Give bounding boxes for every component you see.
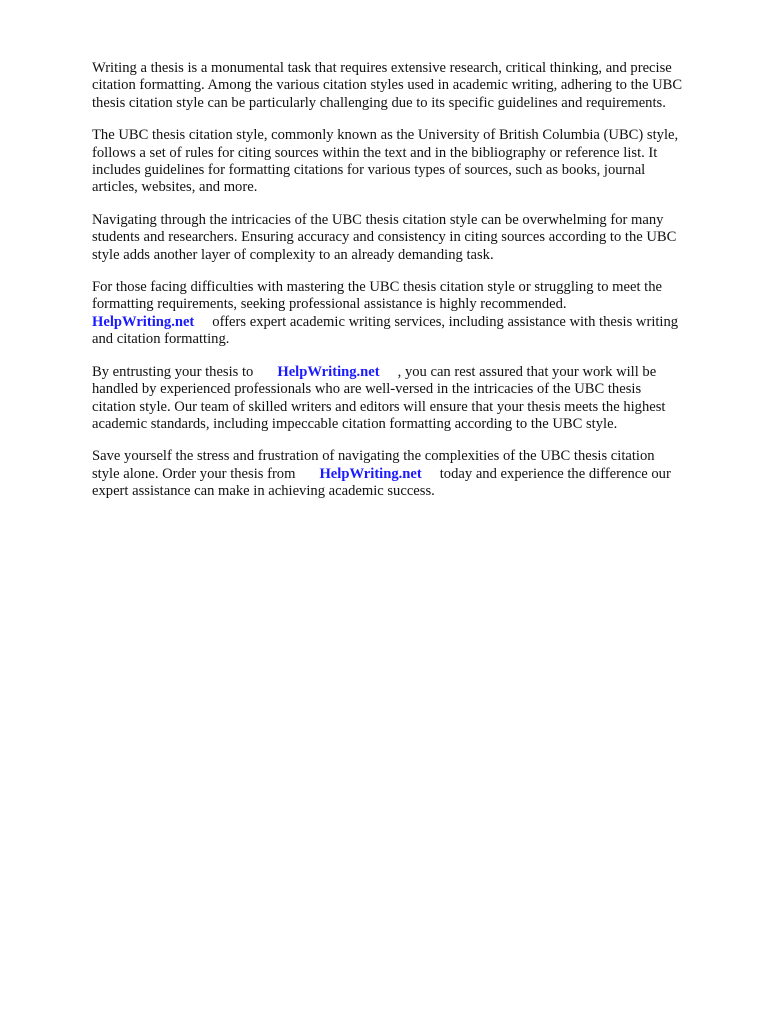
text-line: handled by experienced professionals who are well-versed in the intricacies of the UBC thesis	[92, 381, 642, 398]
text-line: students and researchers. Ensuring accuracy and consistency in citing sources according to the UBC	[92, 229, 677, 246]
text-line: The UBC thesis citation style, commonly known as the University of British Columbia (UBC) style,	[92, 127, 679, 144]
text-segment: today and experience the difference our	[439, 465, 671, 482]
helpwriting-link[interactable]: HelpWriting.net	[277, 363, 380, 380]
document-body	[92, 60, 732, 516]
text-line: citation formatting. Among the various citation styles used in academic writing, adhering to the UBC	[92, 77, 683, 94]
text-line: articles, websites, and more.	[92, 179, 258, 196]
text-line: formatting requirements, seeking professional assistance is highly recommended.	[92, 296, 567, 313]
text-segment: By entrusting your thesis to	[92, 363, 254, 380]
text-segment: style alone. Order your thesis from	[92, 465, 296, 482]
text-line	[92, 466, 732, 483]
paragraph-entrusting	[92, 364, 732, 434]
text-line: citation style. Our team of skilled writers and editors will ensure that your thesis meets the highest	[92, 398, 666, 415]
text-segment: offers expert academic writing services, including assistance with thesis writing	[212, 313, 679, 330]
paragraph-intro	[92, 60, 732, 112]
text-line: For those facing difficulties with mastering the UBC thesis citation style or struggling to meet the	[92, 279, 663, 296]
paragraph-closing	[92, 448, 732, 500]
paragraph-ubc-style	[92, 127, 732, 197]
paragraph-navigating	[92, 212, 732, 264]
text-line: follows a set of rules for citing sources within the text and in the bibliography or reference list. It	[92, 144, 658, 161]
text-line: Writing a thesis is a monumental task that requires extensive research, critical thinking, and precise	[92, 60, 672, 76]
text-line: Save yourself the stress and frustration of navigating the complexities of the UBC thesis citation	[92, 448, 655, 465]
text-line: Navigating through the intricacies of the UBC thesis citation style can be overwhelming for many	[92, 211, 664, 228]
text-line: includes guidelines for formatting citations for various types of sources, such as books, journal	[92, 162, 646, 179]
text-segment: , you can rest assured that your work will be	[397, 363, 657, 380]
text-line: style adds another layer of complexity to an already demanding task.	[92, 246, 494, 263]
text-line: expert assistance can make in achieving academic success.	[92, 483, 435, 500]
text-line	[92, 364, 732, 381]
text-line: thesis citation style can be particularly challenging due to its specific guidelines and requirements.	[92, 94, 666, 111]
text-line: and citation formatting.	[92, 331, 230, 348]
paragraph-assistance	[92, 279, 732, 349]
helpwriting-link[interactable]: HelpWriting.net	[319, 465, 422, 482]
text-line: academic standards, including impeccable citation formatting according to the UBC style.	[92, 415, 618, 432]
helpwriting-link[interactable]: HelpWriting.net	[92, 313, 195, 330]
text-line	[92, 314, 732, 331]
